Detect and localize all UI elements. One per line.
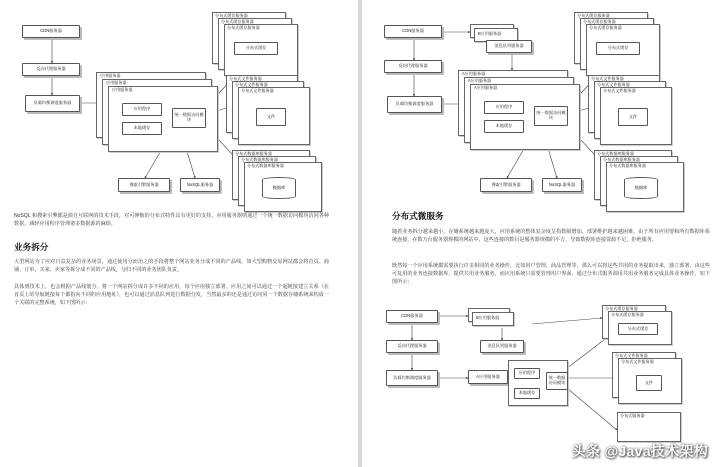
r-database-icon <box>624 177 658 199</box>
r-dist-cache-stack-label-2: 分布式缓存服务器 <box>583 19 616 24</box>
r-a-app-stack-label-2: A应用服务器 <box>468 78 492 83</box>
r-dist-db-stack-label-3: 分布式数据库服务器 <box>609 163 646 168</box>
r-load-balancer-label: 负载均衡调度服务器 <box>395 101 434 107</box>
local-cache-label: 本地缓存 <box>133 125 151 131</box>
reverse-proxy-server <box>22 63 80 76</box>
dist-fs-stack-label-3: 分布式文件服务器 <box>241 88 274 93</box>
file-label: 文件 <box>266 113 276 119</box>
unified-data-access-label: 统一数据访问模块 <box>174 112 204 122</box>
r-reverse-proxy <box>384 60 442 73</box>
r-app-program-label: 应用程序 <box>495 104 513 110</box>
d2-distributed-cache-label: 分布式缓存 <box>627 325 649 331</box>
d2-cache-stack-label-1: 分布式缓存服务器 <box>605 306 638 311</box>
reverse-proxy-label: 反向代理服务器 <box>36 66 66 72</box>
business-split-paragraph-1: 大型网站为了应对日益复杂的业务场景，通过使用分而治之的手段将整个网站业务分成不同的产品线。如大型购物交易网站都会将首页、商铺、订单、买家、卖家等拆分成不同的产品线，分归不同的业务团队负责。 <box>14 259 329 274</box>
d2-service-stack-label: 分布式服务器 <box>620 413 645 418</box>
database-icon <box>262 177 296 199</box>
dist-cache-stack-label-2: 分布式缓存服务器 <box>221 19 254 24</box>
r-message-queue <box>486 40 532 53</box>
dist-db-stack-label-2: 分布式数据库服务器 <box>241 157 278 162</box>
unified-data-access-module <box>172 108 206 128</box>
r-cdn-server <box>384 25 442 38</box>
r-message-queue-label: 消息队列服务器 <box>494 43 524 49</box>
r-dist-fs-stack-label-3: 分布式文件服务器 <box>603 88 636 93</box>
d2-cdn-server <box>386 310 438 323</box>
r-app-program <box>484 101 524 114</box>
r-file-icon <box>618 108 648 126</box>
d2-b-app-label: B应用服务器 <box>476 315 500 320</box>
d2-message-queue <box>480 340 524 353</box>
r-b-app-label: B应用服务器 <box>478 31 502 36</box>
d2-load-balancer-label: 负载均衡调度服务器 <box>393 374 431 380</box>
nosql-label: NoSQL服务器 <box>186 181 214 187</box>
d2-file-stack-label-2: 分布式文件服务器 <box>621 359 654 364</box>
app-server-stack-label-1: 应用服务器 <box>100 73 121 78</box>
d2-app-program <box>514 368 540 379</box>
section-title-microservices: 分布式微服务 <box>392 211 444 221</box>
intro-paragraph: NoSQL 和搜索引擎都是源自互联网的技术手段，对可伸缩的分布式特性具有更好的支持。应用服务器则通过一个统一数据访问模块访问各种数据，减轻应用程序管理诸多数据源的麻烦。 <box>14 213 329 228</box>
r-search-engine-label: 搜索引擎服务器 <box>491 181 521 187</box>
r-distributed-cache <box>596 42 640 55</box>
r-file-label: 文件 <box>628 113 638 119</box>
database-label: 数据库 <box>272 185 286 190</box>
r-unified-access <box>534 106 568 126</box>
watermark-text: 头条 @Java技术架构 <box>571 443 708 459</box>
d2-a-app-label: A应用服务器 <box>476 373 500 379</box>
r-reverse-proxy-label: 反向代理服务器 <box>398 63 428 69</box>
local-cache <box>122 122 162 135</box>
business-split-paragraph-2: 具体到技术上，也会根据产品线划分，将一个网站拆分成许多不同的应用，每个应用独立部署。应用之间可以通过一个超链接建立关系（在首页上的导航链接每个都指向不同的应用地址），也可以通过消息队列进行数据分发，当然最多的还是通过访问同一个数据存储系统来构成一个关联的完整系统，如下图所示： <box>14 284 329 307</box>
right-page <box>362 0 720 467</box>
r-dist-cache-stack-label-3: 分布式缓存服务器 <box>589 25 622 30</box>
d2-message-queue-label: 消息队列服务器 <box>487 343 517 349</box>
r-nosql-label: NoSQL服务器 <box>548 181 576 187</box>
r-local-cache-label: 本地缓存 <box>495 123 513 129</box>
d2-unified-access <box>546 372 568 390</box>
search-engine-label: 搜索引擎服务器 <box>129 181 159 187</box>
distributed-cache-label: 分布式缓存 <box>245 45 267 51</box>
load-balancer-label: 负载均衡调度服务器 <box>33 100 72 106</box>
dist-fs-stack-label-1: 分布式文件服务器 <box>229 76 262 81</box>
r-database-label: 数据库 <box>634 185 648 190</box>
microservices-paragraph-1: 随着业务拆分越来越小，存储系统越来越庞大，应用系统的整体复杂度呈指数级增加，部署维护越来越困难。由于所有应用要和所有数据库系统连接，在数万台服务器规模的网站中，这些连接的数目是服务器规模的平方，导致数据库连接资源不足，拒绝服务。 <box>392 229 710 244</box>
d2-file-label: 文件 <box>644 379 654 385</box>
app-program-label: 应用程序 <box>133 106 151 112</box>
d2-a-app-server <box>468 370 508 384</box>
r-cdn-label: CDN服务器 <box>402 28 424 34</box>
section-title-business-split: 业务拆分 <box>14 242 49 252</box>
file-icon <box>256 108 286 126</box>
r-nosql-server <box>542 178 582 192</box>
microservices-paragraph-2: 既然每一个应用系统都需要执行许多相同的业务操作，比如用户管理，商品管理等，那么可以将这些共用的业务提取出来，独立部署。由这些可复用的业务连接数据库，提供共用业务服务，而应用系统只需要管理用户界面，通过分布式服务调用共用业务服务完成具体业务操作，如下图所示： <box>392 263 710 286</box>
d2-local-cache-label: 本地缓存 <box>518 390 536 396</box>
nosql-server <box>180 178 220 192</box>
d2-local-cache <box>514 388 540 399</box>
cdn-server <box>22 25 80 38</box>
d2-reverse-proxy <box>386 340 438 353</box>
r-dist-fs-stack-label-2: 分布式文件服务器 <box>597 82 630 87</box>
r-dist-db-stack-label-1: 分布式数据库服务器 <box>597 151 634 156</box>
d2-unified-access-label: 统一数据访问模块 <box>548 375 566 385</box>
app-server-stack-label-2: 应用服务器 <box>106 80 127 85</box>
dist-db-stack-label-3: 分布式数据库服务器 <box>247 163 284 168</box>
load-balancer-server <box>25 95 80 112</box>
dist-db-stack-label-1: 分布式数据库服务器 <box>235 151 272 156</box>
d2-file-icon <box>636 375 662 391</box>
dist-cache-stack-label-1: 分布式缓存服务器 <box>215 13 248 18</box>
d2-cache-stack-label-2: 分布式缓存服务器 <box>611 312 644 317</box>
r-dist-cache-stack-label-1: 分布式缓存服务器 <box>577 13 610 18</box>
d2-distributed-cache <box>618 323 658 335</box>
cdn-server-label: CDN服务器 <box>40 28 62 34</box>
app-server-stack-label-3: 应用服务器 <box>112 87 133 92</box>
d2-app-program-label: 应用程序 <box>518 370 536 376</box>
r-load-balancer <box>387 96 442 113</box>
d2-reverse-proxy-label: 反向代理服务器 <box>397 343 427 349</box>
r-a-app-stack-label-1: A应用服务器 <box>462 71 486 76</box>
d2-load-balancer <box>386 370 438 386</box>
app-program <box>122 103 162 116</box>
d2-cdn-label: CDN服务器 <box>401 313 423 319</box>
dist-fs-stack-label-2: 分布式文件服务器 <box>235 82 268 87</box>
left-page <box>0 0 358 467</box>
r-a-app-stack-label-3: A应用服务器 <box>474 85 498 90</box>
r-dist-db-stack-label-2: 分布式数据库服务器 <box>603 157 640 162</box>
search-engine-server <box>118 178 170 192</box>
d2-file-stack-label-1: 分布式文件服务器 <box>615 353 648 358</box>
toutiao-watermark <box>572 441 708 461</box>
r-distributed-cache-label: 分布式缓存 <box>607 45 629 51</box>
r-local-cache <box>484 120 524 133</box>
dist-cache-stack-label-3: 分布式缓存服务器 <box>227 25 260 30</box>
r-search-engine <box>480 178 532 192</box>
distributed-cache <box>234 42 278 55</box>
r-unified-access-label: 统一数据访问模块 <box>536 110 566 120</box>
r-dist-fs-stack-label-1: 分布式文件服务器 <box>591 76 624 81</box>
